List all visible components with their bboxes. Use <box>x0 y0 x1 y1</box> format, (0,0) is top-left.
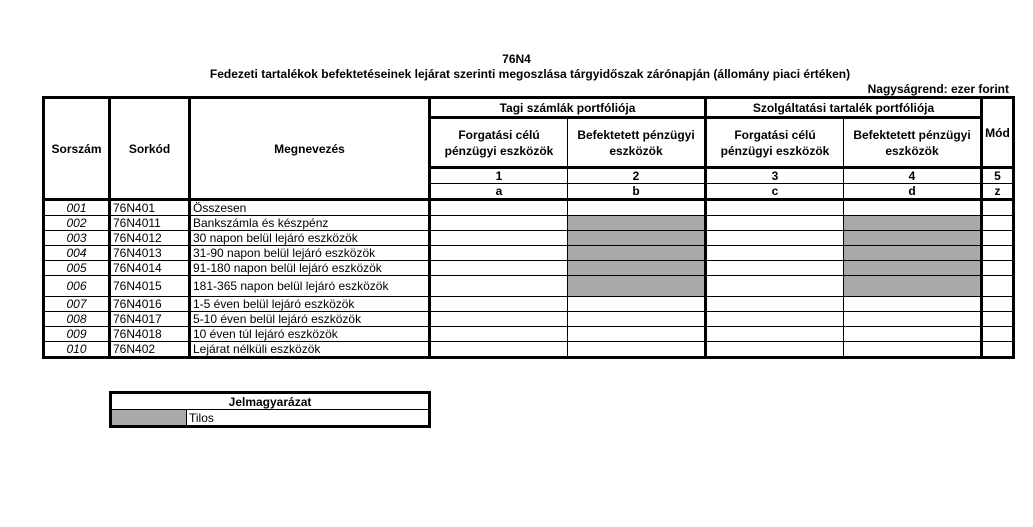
header-befektetett-1: Befektetett pénzügyi eszközök <box>568 118 706 168</box>
row-number: 003 <box>44 231 110 246</box>
header-befektetett-2: Befektetett pénzügyi eszközök <box>844 118 982 168</box>
cell-d[interactable] <box>844 200 982 216</box>
cell-d-disabled <box>844 216 982 231</box>
cell-a[interactable] <box>430 216 568 231</box>
row-name: 31-90 napon belül lejáró eszközök <box>190 246 430 261</box>
cell-a[interactable] <box>430 312 568 327</box>
row-code: 76N4013 <box>110 246 190 261</box>
legend-title: Jelmagyarázat <box>111 393 430 410</box>
cell-z[interactable] <box>982 261 1014 276</box>
table-row <box>44 342 1014 358</box>
row-name: 181-365 napon belül lejáró eszközök <box>190 276 430 297</box>
cell-c[interactable] <box>706 246 844 261</box>
col-number-4: 4 <box>844 168 982 184</box>
row-number: 007 <box>44 297 110 312</box>
row-name: Lejárat nélküli eszközök <box>190 342 430 358</box>
cell-c[interactable] <box>706 200 844 216</box>
col-number-3: 3 <box>706 168 844 184</box>
cell-b[interactable] <box>568 327 706 342</box>
cell-a[interactable] <box>430 276 568 297</box>
header-forgatasi-1: Forgatási célú pénzügyi eszközök <box>430 118 568 168</box>
col-letter-c: c <box>706 184 844 200</box>
row-name: 91-180 napon belül lejáró eszközök <box>190 261 430 276</box>
row-code: 76N401 <box>110 200 190 216</box>
cell-c[interactable] <box>706 327 844 342</box>
row-name: 30 napon belül lejáró eszközök <box>190 231 430 246</box>
row-name: 5-10 éven belül lejáró eszközök <box>190 312 430 327</box>
col-number-5: 5 <box>982 168 1014 184</box>
report-title: Fedezeti tartalékok befektetéseinek lejárat szerinti megoszlása tárgyidőszak zárónapján (állomány piaci értéken) <box>209 67 851 81</box>
cell-z[interactable] <box>982 246 1014 261</box>
header-group-szolgaltatasi: Szolgáltatási tartalék portfóliója <box>706 98 982 118</box>
cell-b-disabled <box>568 216 706 231</box>
table-row <box>44 327 1014 342</box>
cell-d-disabled <box>844 246 982 261</box>
cell-c[interactable] <box>706 297 844 312</box>
col-letter-b: b <box>568 184 706 200</box>
col-number-2: 2 <box>568 168 706 184</box>
row-number: 006 <box>44 276 110 297</box>
header-megnevezes: Megnevezés <box>190 98 430 200</box>
row-code: 76N4015 <box>110 276 190 297</box>
cell-b-disabled <box>568 231 706 246</box>
cell-d[interactable] <box>844 327 982 342</box>
cell-z[interactable] <box>982 276 1014 297</box>
legend-table <box>109 391 431 428</box>
cell-a[interactable] <box>430 261 568 276</box>
cell-b[interactable] <box>568 312 706 327</box>
row-code: 76N4018 <box>110 327 190 342</box>
cell-z[interactable] <box>982 342 1014 358</box>
cell-a[interactable] <box>430 200 568 216</box>
cell-d-disabled <box>844 231 982 246</box>
table-row <box>44 216 1014 231</box>
row-code: 76N4014 <box>110 261 190 276</box>
legend-label: Tilos <box>187 410 430 427</box>
row-name: 10 éven túl lejáró eszközök <box>190 327 430 342</box>
cell-c[interactable] <box>706 312 844 327</box>
unit-label: Nagyságrend: ezer forint <box>867 82 1009 96</box>
cell-b[interactable] <box>568 342 706 358</box>
row-code: 76N402 <box>110 342 190 358</box>
row-name: Bankszámla és készpénz <box>190 216 430 231</box>
row-name: Összesen <box>190 200 430 216</box>
row-code: 76N4016 <box>110 297 190 312</box>
cell-d[interactable] <box>844 342 982 358</box>
header-forgatasi-2: Forgatási célú pénzügyi eszközök <box>706 118 844 168</box>
cell-z[interactable] <box>982 297 1014 312</box>
row-code: 76N4011 <box>110 216 190 231</box>
cell-z[interactable] <box>982 200 1014 216</box>
cell-a[interactable] <box>430 231 568 246</box>
row-number: 009 <box>44 327 110 342</box>
cell-d-disabled <box>844 276 982 297</box>
report-code: 76N4 <box>502 52 531 66</box>
cell-a[interactable] <box>430 297 568 312</box>
cell-b[interactable] <box>568 297 706 312</box>
col-number-1: 1 <box>430 168 568 184</box>
header-sorkod: Sorkód <box>110 98 190 200</box>
row-number: 010 <box>44 342 110 358</box>
row-code: 76N4012 <box>110 231 190 246</box>
cell-a[interactable] <box>430 342 568 358</box>
cell-b-disabled <box>568 246 706 261</box>
row-number: 004 <box>44 246 110 261</box>
col-letter-a: a <box>430 184 568 200</box>
table-row <box>44 200 1014 216</box>
cell-d[interactable] <box>844 297 982 312</box>
cell-c[interactable] <box>706 231 844 246</box>
cell-a[interactable] <box>430 327 568 342</box>
legend-swatch <box>111 410 187 427</box>
cell-z[interactable] <box>982 231 1014 246</box>
header-group-tagi: Tagi számlák portfóliója <box>430 98 706 118</box>
cell-z[interactable] <box>982 216 1014 231</box>
cell-d-disabled <box>844 261 982 276</box>
data-table <box>42 96 1015 359</box>
cell-c[interactable] <box>706 342 844 358</box>
table-row <box>44 297 1014 312</box>
table-row <box>44 246 1014 261</box>
cell-b[interactable] <box>568 200 706 216</box>
row-code: 76N4017 <box>110 312 190 327</box>
cell-c[interactable] <box>706 261 844 276</box>
cell-c[interactable] <box>706 276 844 297</box>
cell-a[interactable] <box>430 246 568 261</box>
row-name: 1-5 éven belül lejáró eszközök <box>190 297 430 312</box>
table-row <box>44 312 1014 327</box>
cell-z[interactable] <box>982 327 1014 342</box>
col-letter-d: d <box>844 184 982 200</box>
row-number: 008 <box>44 312 110 327</box>
cell-b-disabled <box>568 261 706 276</box>
cell-z[interactable] <box>982 312 1014 327</box>
table-row <box>44 261 1014 276</box>
table-row <box>44 231 1014 246</box>
row-number: 005 <box>44 261 110 276</box>
cell-c[interactable] <box>706 216 844 231</box>
header-mod: Mód <box>982 98 1014 168</box>
cell-b-disabled <box>568 276 706 297</box>
header-sorszam: Sorszám <box>44 98 110 200</box>
col-letter-z: z <box>982 184 1014 200</box>
cell-d[interactable] <box>844 312 982 327</box>
row-number: 001 <box>44 200 110 216</box>
row-number: 002 <box>44 216 110 231</box>
table-row <box>44 276 1014 297</box>
